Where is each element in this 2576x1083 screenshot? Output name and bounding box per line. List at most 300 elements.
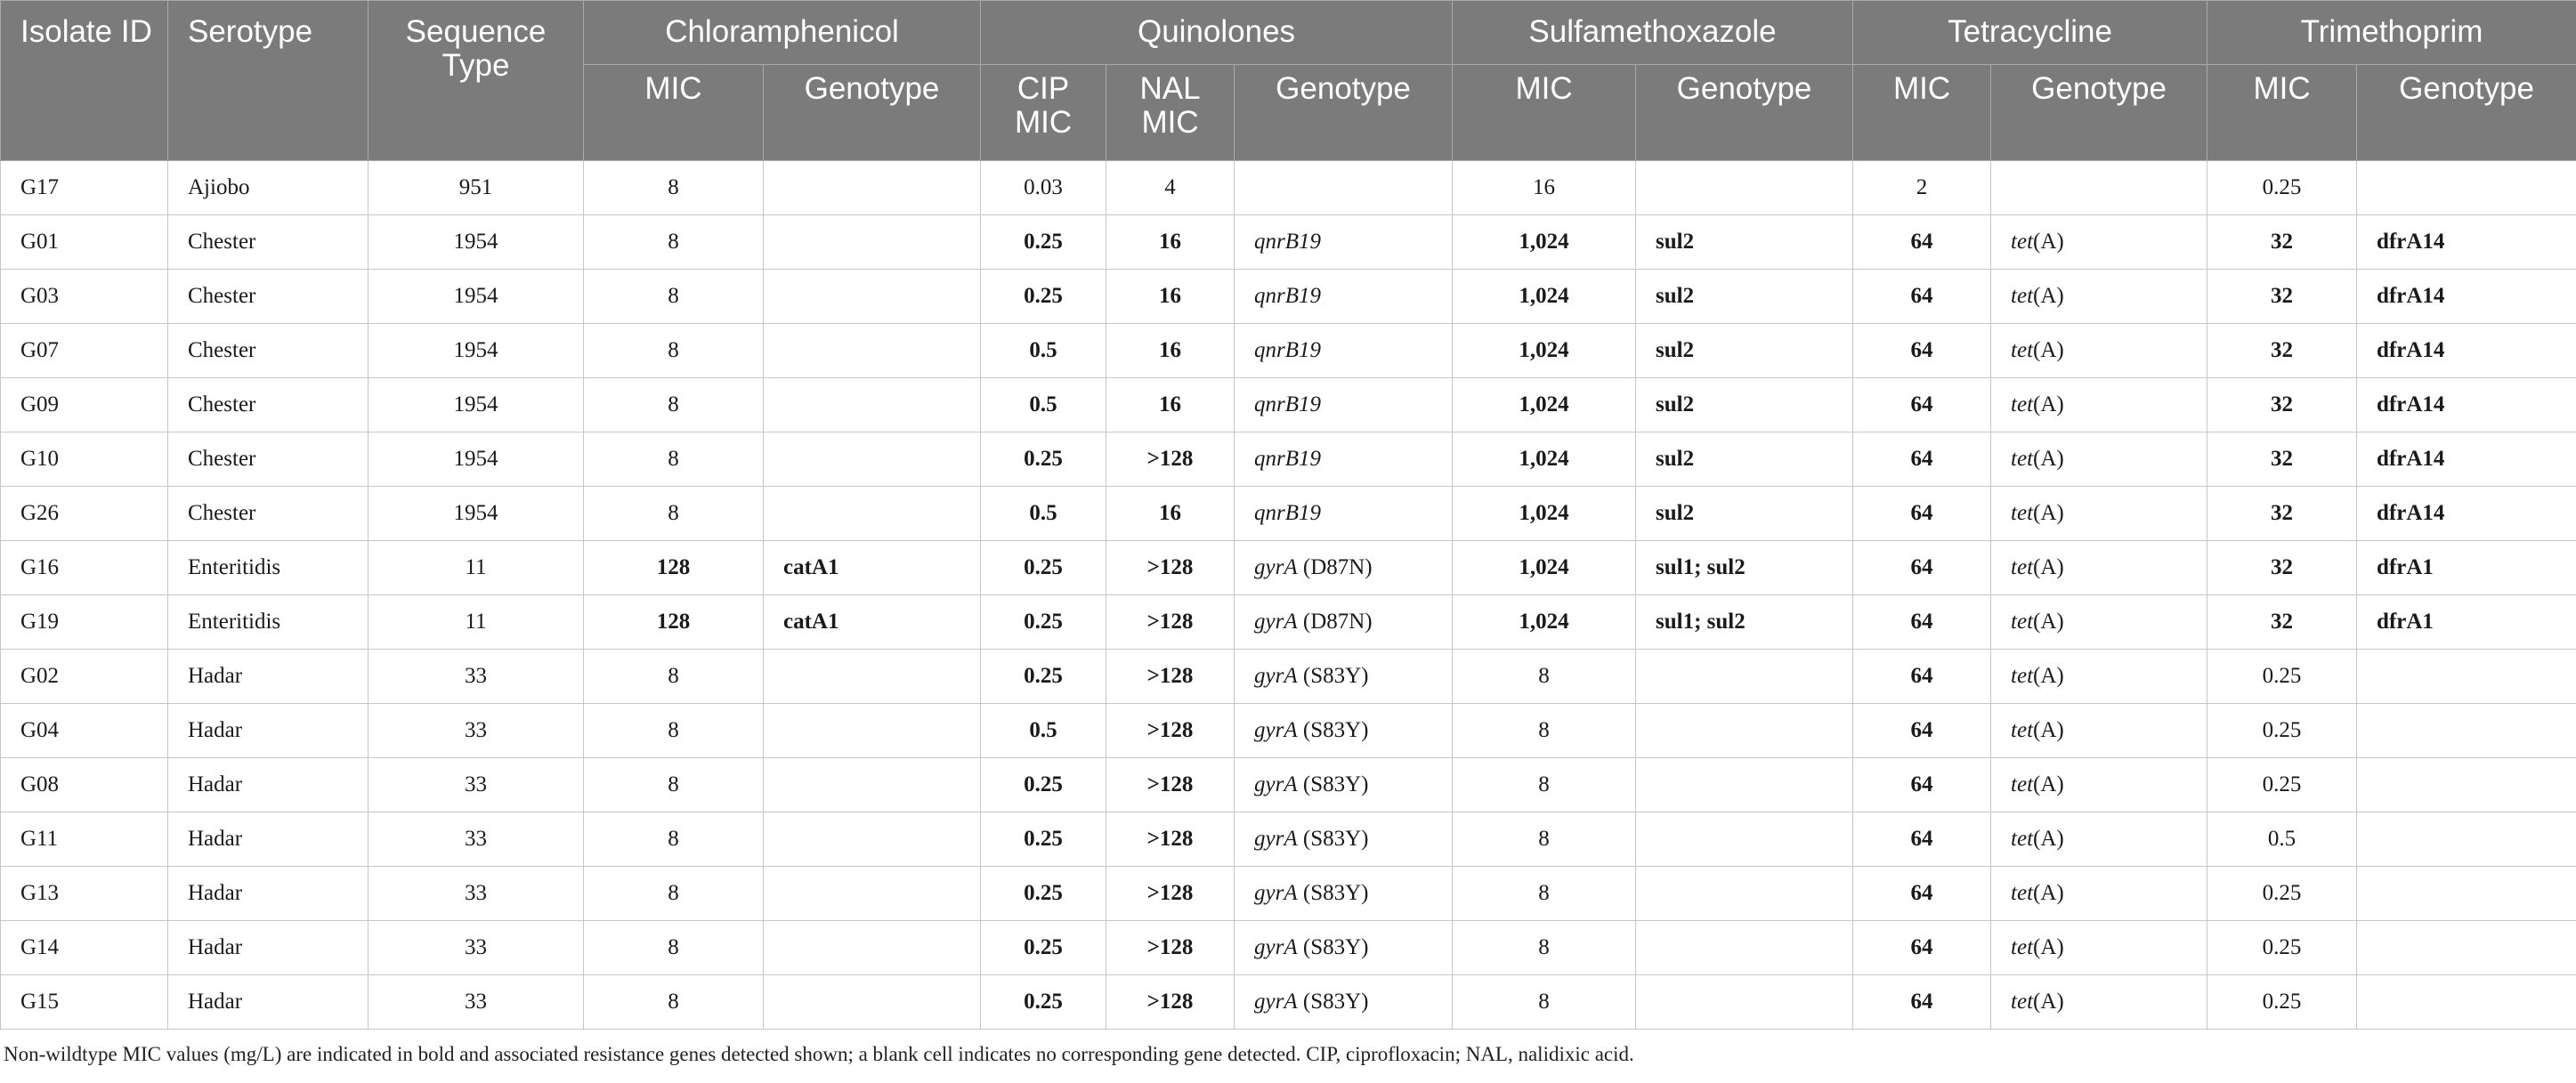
- cell-tet-genotype-gene: tet: [2011, 447, 2034, 471]
- cell-tmp-mic: 32: [2207, 595, 2357, 650]
- cell-tet-genotype-gene: tet: [2011, 610, 2034, 634]
- table-row: [1, 378, 2576, 432]
- cell-tet-genotype-detail: (A): [2033, 392, 2064, 416]
- cell-quinolone-genotype: [1235, 595, 1453, 650]
- cell-quinolone-genotype-gene: qnrB19: [1254, 501, 1322, 525]
- cell-serotype: Hadar: [168, 921, 369, 975]
- col-header-cip-mic: CIP MIC: [981, 65, 1106, 161]
- cell-tmp-mic: 0.5: [2207, 812, 2357, 867]
- cell-nal-mic: >128: [1106, 650, 1235, 704]
- cell-chl-mic: 8: [584, 270, 764, 324]
- cell-tmp-genotype: [2357, 812, 2576, 867]
- cell-tmp-mic: 0.25: [2207, 650, 2357, 704]
- cell-quinolone-genotype-detail: (S83Y): [1297, 881, 1369, 905]
- cell-chl-mic: 8: [584, 650, 764, 704]
- cell-tet-genotype-detail: (A): [2033, 555, 2064, 579]
- table-row: [1, 432, 2576, 487]
- cell-sul-genotype: sul2: [1636, 378, 1853, 432]
- cell-cip-mic: 0.25: [981, 215, 1106, 270]
- table-row: [1, 270, 2576, 324]
- col-header-tmp-genotype: Genotype: [2357, 65, 2576, 161]
- cell-tmp-genotype: dfrA14: [2357, 270, 2576, 324]
- table-row: [1, 541, 2576, 595]
- cell-tet-genotype: [1991, 324, 2207, 378]
- cell-tet-genotype-gene: tet: [2011, 827, 2034, 851]
- cell-tet-genotype-detail: (A): [2033, 501, 2064, 525]
- cell-tet-genotype-gene: tet: [2011, 990, 2034, 1014]
- cell-quinolone-genotype-detail: (S83Y): [1297, 718, 1369, 742]
- cell-tet-genotype-detail: (A): [2033, 338, 2064, 362]
- cell-cip-mic: 0.25: [981, 270, 1106, 324]
- cell-isolate-id: G13: [1, 867, 168, 921]
- cell-sequence-type: 951: [369, 161, 584, 215]
- cell-cip-mic: 0.5: [981, 378, 1106, 432]
- cell-sequence-type: 33: [369, 758, 584, 812]
- cell-chl-genotype: [764, 975, 981, 1030]
- cell-sul-mic: 8: [1453, 812, 1636, 867]
- cell-isolate-id: G10: [1, 432, 168, 487]
- cell-sul-genotype: sul2: [1636, 215, 1853, 270]
- cell-tmp-genotype: dfrA14: [2357, 378, 2576, 432]
- cell-sul-mic: 1,024: [1453, 595, 1636, 650]
- cell-chl-mic: 8: [584, 324, 764, 378]
- cell-quinolone-genotype-gene: gyrA: [1254, 555, 1298, 579]
- cell-nal-mic: >128: [1106, 704, 1235, 758]
- cell-nal-mic: 4: [1106, 161, 1235, 215]
- cell-sul-genotype: [1636, 161, 1853, 215]
- cell-cip-mic: 0.5: [981, 704, 1106, 758]
- cell-isolate-id: G26: [1, 487, 168, 541]
- cell-isolate-id: G09: [1, 378, 168, 432]
- table-row: [1, 812, 2576, 867]
- cell-quinolone-genotype: [1235, 921, 1453, 975]
- cell-chl-mic: 8: [584, 487, 764, 541]
- cell-sul-mic: 1,024: [1453, 487, 1636, 541]
- cell-sequence-type: 33: [369, 921, 584, 975]
- cell-nal-mic: >128: [1106, 867, 1235, 921]
- cell-quinolone-genotype: [1235, 487, 1453, 541]
- table-row: [1, 487, 2576, 541]
- cell-sul-mic: 8: [1453, 704, 1636, 758]
- cell-tmp-mic: 32: [2207, 324, 2357, 378]
- cell-quinolone-genotype: [1235, 432, 1453, 487]
- group-header-tetracycline: Tetracycline: [1853, 1, 2207, 65]
- cell-quinolone-genotype-gene: qnrB19: [1254, 230, 1322, 254]
- cell-tet-genotype-detail: (A): [2033, 990, 2064, 1014]
- cell-tet-genotype: [1991, 215, 2207, 270]
- cell-isolate-id: G15: [1, 975, 168, 1030]
- group-header-chloramphenicol: Chloramphenicol: [584, 1, 981, 65]
- cell-chl-genotype: [764, 215, 981, 270]
- cell-sul-genotype: sul2: [1636, 324, 1853, 378]
- cell-tmp-genotype: dfrA14: [2357, 432, 2576, 487]
- cell-sequence-type: 1954: [369, 215, 584, 270]
- cell-quinolone-genotype: [1235, 324, 1453, 378]
- cell-quinolone-genotype: [1235, 975, 1453, 1030]
- group-header-trimethoprim: Trimethoprim: [2207, 1, 2576, 65]
- cell-tet-genotype-gene: tet: [2011, 935, 2034, 959]
- cell-nal-mic: >128: [1106, 541, 1235, 595]
- cell-serotype: Hadar: [168, 650, 369, 704]
- cell-sul-genotype: [1636, 867, 1853, 921]
- cell-tet-genotype: [1991, 812, 2207, 867]
- cell-sequence-type: 33: [369, 650, 584, 704]
- col-header-tmp-mic: MIC: [2207, 65, 2357, 161]
- cell-serotype: Enteritidis: [168, 541, 369, 595]
- cell-tmp-mic: 32: [2207, 270, 2357, 324]
- table-row: [1, 921, 2576, 975]
- table-header: [1, 1, 2576, 161]
- cell-tet-mic: 64: [1853, 378, 1991, 432]
- cell-sul-mic: 1,024: [1453, 432, 1636, 487]
- cell-nal-mic: >128: [1106, 432, 1235, 487]
- cell-tet-genotype-detail: (A): [2033, 664, 2064, 688]
- cell-nal-mic: 16: [1106, 324, 1235, 378]
- cell-chl-genotype: [764, 650, 981, 704]
- table-row: [1, 595, 2576, 650]
- cell-quinolone-genotype-gene: qnrB19: [1254, 447, 1322, 471]
- col-header-sul-genotype: Genotype: [1636, 65, 1853, 161]
- cell-sul-genotype: sul2: [1636, 270, 1853, 324]
- cell-cip-mic: 0.25: [981, 595, 1106, 650]
- cell-sul-mic: 8: [1453, 921, 1636, 975]
- cell-tet-genotype-gene: tet: [2011, 501, 2034, 525]
- cell-tet-genotype-gene: tet: [2011, 664, 2034, 688]
- cell-quinolone-genotype-gene: gyrA: [1254, 827, 1298, 851]
- table-footnote: Non-wildtype MIC values (mg/L) are indicated in bold and associated resistance genes detected shown; a blank cell indicates no corresponding gene detected. CIP, ciprofloxacin; NAL, nalidixic acid.: [4, 1043, 1634, 1065]
- cell-quinolone-genotype: [1235, 215, 1453, 270]
- cell-tmp-genotype: [2357, 867, 2576, 921]
- cell-sequence-type: 1954: [369, 487, 584, 541]
- cell-sul-mic: 8: [1453, 867, 1636, 921]
- cell-tet-genotype-detail: (A): [2033, 610, 2064, 634]
- cell-quinolone-genotype-gene: qnrB19: [1254, 392, 1322, 416]
- cell-tmp-mic: 0.25: [2207, 867, 2357, 921]
- cell-chl-mic: 8: [584, 215, 764, 270]
- table-row: [1, 975, 2576, 1030]
- cell-serotype: Hadar: [168, 812, 369, 867]
- cell-tet-genotype-gene: tet: [2011, 718, 2034, 742]
- cell-chl-mic: 8: [584, 758, 764, 812]
- cell-tet-genotype: [1991, 487, 2207, 541]
- cell-sul-mic: 1,024: [1453, 215, 1636, 270]
- cell-chl-mic: 8: [584, 704, 764, 758]
- cell-tet-genotype: [1991, 541, 2207, 595]
- cell-tet-mic: 64: [1853, 432, 1991, 487]
- cell-tet-mic: 64: [1853, 650, 1991, 704]
- cell-tet-genotype-detail: (A): [2033, 718, 2064, 742]
- cell-sul-genotype: sul2: [1636, 432, 1853, 487]
- cell-sul-genotype: sul1; sul2: [1636, 595, 1853, 650]
- cell-quinolone-genotype: [1235, 758, 1453, 812]
- cell-quinolone-genotype: [1235, 161, 1453, 215]
- cell-tet-genotype: [1991, 650, 2207, 704]
- cell-quinolone-genotype-gene: gyrA: [1254, 718, 1298, 742]
- cell-tmp-genotype: [2357, 975, 2576, 1030]
- cell-tmp-genotype: dfrA14: [2357, 324, 2576, 378]
- cell-tet-genotype-gene: tet: [2011, 284, 2034, 308]
- cell-tet-genotype: [1991, 758, 2207, 812]
- cell-chl-genotype: [764, 487, 981, 541]
- table-row: [1, 650, 2576, 704]
- cell-tet-genotype: [1991, 867, 2207, 921]
- cell-sul-genotype: [1636, 650, 1853, 704]
- cell-nal-mic: >128: [1106, 812, 1235, 867]
- cell-sequence-type: 1954: [369, 324, 584, 378]
- table-body: [1, 161, 2576, 1030]
- cell-sul-mic: 1,024: [1453, 324, 1636, 378]
- cell-quinolone-genotype: [1235, 704, 1453, 758]
- cell-quinolone-genotype: [1235, 270, 1453, 324]
- cell-tet-genotype: [1991, 432, 2207, 487]
- cell-sequence-type: 1954: [369, 270, 584, 324]
- cell-tet-genotype-gene: tet: [2011, 230, 2034, 254]
- cell-sequence-type: 33: [369, 704, 584, 758]
- cell-sequence-type: 33: [369, 867, 584, 921]
- cell-cip-mic: 0.5: [981, 487, 1106, 541]
- cell-isolate-id: G17: [1, 161, 168, 215]
- col-header-sul-mic: MIC: [1453, 65, 1636, 161]
- cell-tmp-mic: 32: [2207, 378, 2357, 432]
- cell-tmp-mic: 32: [2207, 215, 2357, 270]
- cell-sul-mic: 16: [1453, 161, 1636, 215]
- cell-tet-mic: 64: [1853, 270, 1991, 324]
- cell-quinolone-genotype: [1235, 650, 1453, 704]
- cell-sequence-type: 1954: [369, 378, 584, 432]
- cell-tmp-genotype: [2357, 161, 2576, 215]
- cell-tet-mic: 64: [1853, 921, 1991, 975]
- cell-chl-mic: 8: [584, 867, 764, 921]
- cell-nal-mic: 16: [1106, 378, 1235, 432]
- cell-isolate-id: G07: [1, 324, 168, 378]
- col-header-quinolone-genotype: Genotype: [1235, 65, 1453, 161]
- cell-nal-mic: >128: [1106, 758, 1235, 812]
- cell-tet-mic: 64: [1853, 541, 1991, 595]
- cell-sequence-type: 33: [369, 812, 584, 867]
- cell-tet-genotype: [1991, 921, 2207, 975]
- cell-chl-genotype: [764, 921, 981, 975]
- cell-chl-genotype: [764, 812, 981, 867]
- cell-quinolone-genotype-gene: gyrA: [1254, 935, 1298, 959]
- cell-tmp-genotype: dfrA1: [2357, 541, 2576, 595]
- cell-chl-mic: 8: [584, 432, 764, 487]
- cell-tmp-mic: 0.25: [2207, 921, 2357, 975]
- cell-sul-genotype: [1636, 812, 1853, 867]
- cell-serotype: Chester: [168, 487, 369, 541]
- col-header-sequence-type: Sequence Type: [369, 1, 584, 161]
- cell-chl-genotype: [764, 704, 981, 758]
- cell-tmp-mic: 0.25: [2207, 975, 2357, 1030]
- cell-tet-genotype-detail: (A): [2033, 230, 2064, 254]
- cell-nal-mic: 16: [1106, 270, 1235, 324]
- cell-tet-mic: 64: [1853, 812, 1991, 867]
- col-header-chl-mic: MIC: [584, 65, 764, 161]
- cell-tet-genotype: [1991, 704, 2207, 758]
- group-header-sulfamethoxazole: Sulfamethoxazole: [1453, 1, 1853, 65]
- cell-sul-mic: 8: [1453, 650, 1636, 704]
- cell-tet-mic: 64: [1853, 487, 1991, 541]
- cell-quinolone-genotype-gene: qnrB19: [1254, 284, 1322, 308]
- cell-serotype: Hadar: [168, 867, 369, 921]
- cell-chl-genotype: [764, 867, 981, 921]
- cell-isolate-id: G19: [1, 595, 168, 650]
- cell-cip-mic: 0.25: [981, 758, 1106, 812]
- cell-chl-mic: 8: [584, 975, 764, 1030]
- cell-cip-mic: 0.25: [981, 812, 1106, 867]
- cell-sul-genotype: [1636, 975, 1853, 1030]
- cell-chl-genotype: [764, 161, 981, 215]
- table-row: [1, 758, 2576, 812]
- cell-quinolone-genotype-detail: (S83Y): [1297, 772, 1369, 796]
- cell-chl-genotype: [764, 378, 981, 432]
- cell-tet-mic: 64: [1853, 975, 1991, 1030]
- cell-isolate-id: G02: [1, 650, 168, 704]
- cell-tet-genotype-gene: tet: [2011, 338, 2034, 362]
- col-header-isolate-id: Isolate ID: [1, 1, 168, 161]
- cell-tmp-genotype: [2357, 758, 2576, 812]
- cell-tet-genotype-detail: (A): [2033, 935, 2064, 959]
- cell-quinolone-genotype-gene: qnrB19: [1254, 338, 1322, 362]
- cell-tet-genotype: [1991, 378, 2207, 432]
- cell-quinolone-genotype: [1235, 378, 1453, 432]
- col-header-nal-mic: NAL MIC: [1106, 65, 1235, 161]
- cell-sul-mic: 8: [1453, 975, 1636, 1030]
- cell-isolate-id: G14: [1, 921, 168, 975]
- cell-chl-genotype: catA1: [764, 595, 981, 650]
- cell-cip-mic: 0.25: [981, 921, 1106, 975]
- cell-cip-mic: 0.5: [981, 324, 1106, 378]
- cell-tmp-genotype: dfrA1: [2357, 595, 2576, 650]
- cell-quinolone-genotype-detail: (D87N): [1297, 555, 1373, 579]
- table-row: [1, 324, 2576, 378]
- cell-tmp-mic: 32: [2207, 432, 2357, 487]
- cell-nal-mic: >128: [1106, 595, 1235, 650]
- cell-quinolone-genotype-gene: gyrA: [1254, 610, 1298, 634]
- cell-nal-mic: >128: [1106, 975, 1235, 1030]
- cell-serotype: Chester: [168, 270, 369, 324]
- cell-tet-mic: 64: [1853, 758, 1991, 812]
- cell-chl-genotype: [764, 432, 981, 487]
- cell-serotype: Chester: [168, 432, 369, 487]
- cell-sequence-type: 11: [369, 541, 584, 595]
- cell-tet-genotype-detail: (A): [2033, 284, 2064, 308]
- cell-isolate-id: G08: [1, 758, 168, 812]
- cell-serotype: Chester: [168, 215, 369, 270]
- table-row: [1, 215, 2576, 270]
- cell-tmp-mic: 32: [2207, 541, 2357, 595]
- cell-tet-mic: 2: [1853, 161, 1991, 215]
- cell-quinolone-genotype-detail: (S83Y): [1297, 827, 1369, 851]
- table-row: [1, 704, 2576, 758]
- cell-tet-genotype-detail: (A): [2033, 772, 2064, 796]
- table-row: [1, 161, 2576, 215]
- cell-tmp-mic: 32: [2207, 487, 2357, 541]
- cell-quinolone-genotype-gene: gyrA: [1254, 772, 1298, 796]
- cell-cip-mic: 0.25: [981, 975, 1106, 1030]
- cell-cip-mic: 0.03: [981, 161, 1106, 215]
- cell-sul-genotype: [1636, 921, 1853, 975]
- cell-tmp-genotype: [2357, 921, 2576, 975]
- cell-sequence-type: 11: [369, 595, 584, 650]
- cell-tet-genotype-gene: tet: [2011, 772, 2034, 796]
- cell-cip-mic: 0.25: [981, 650, 1106, 704]
- cell-tmp-mic: 0.25: [2207, 161, 2357, 215]
- cell-tet-mic: 64: [1853, 704, 1991, 758]
- cell-tet-genotype-detail: (A): [2033, 447, 2064, 471]
- cell-chl-mic: 8: [584, 161, 764, 215]
- cell-tet-genotype: [1991, 595, 2207, 650]
- cell-sequence-type: 33: [369, 975, 584, 1030]
- col-header-tet-mic: MIC: [1853, 65, 1991, 161]
- cell-sul-mic: 8: [1453, 758, 1636, 812]
- cell-quinolone-genotype: [1235, 541, 1453, 595]
- cell-sul-genotype: sul1; sul2: [1636, 541, 1853, 595]
- cell-tmp-mic: 0.25: [2207, 758, 2357, 812]
- cell-tmp-genotype: [2357, 704, 2576, 758]
- cell-isolate-id: G16: [1, 541, 168, 595]
- cell-chl-genotype: [764, 324, 981, 378]
- cell-tet-genotype-gene: tet: [2011, 555, 2034, 579]
- cell-quinolone-genotype-detail: (S83Y): [1297, 935, 1369, 959]
- cell-tmp-genotype: dfrA14: [2357, 487, 2576, 541]
- col-header-serotype: Serotype: [168, 1, 369, 161]
- cell-sul-mic: 1,024: [1453, 378, 1636, 432]
- cell-quinolone-genotype: [1235, 867, 1453, 921]
- col-header-chl-genotype: Genotype: [764, 65, 981, 161]
- cell-tet-genotype-gene: tet: [2011, 392, 2034, 416]
- cell-nal-mic: >128: [1106, 921, 1235, 975]
- cell-sul-mic: 1,024: [1453, 541, 1636, 595]
- cell-tet-mic: 64: [1853, 867, 1991, 921]
- cell-isolate-id: G04: [1, 704, 168, 758]
- cell-nal-mic: 16: [1106, 487, 1235, 541]
- cell-chl-mic: 8: [584, 921, 764, 975]
- cell-chl-genotype: [764, 270, 981, 324]
- cell-serotype: Hadar: [168, 975, 369, 1030]
- cell-chl-mic: 128: [584, 541, 764, 595]
- cell-quinolone-genotype-gene: gyrA: [1254, 664, 1298, 688]
- cell-tet-genotype-detail: (A): [2033, 881, 2064, 905]
- cell-tet-mic: 64: [1853, 324, 1991, 378]
- cell-sequence-type: 1954: [369, 432, 584, 487]
- cell-chl-mic: 8: [584, 378, 764, 432]
- cell-quinolone-genotype: [1235, 812, 1453, 867]
- cell-tet-genotype-gene: tet: [2011, 881, 2034, 905]
- cell-sul-genotype: [1636, 758, 1853, 812]
- cell-tet-genotype: [1991, 270, 2207, 324]
- cell-sul-genotype: sul2: [1636, 487, 1853, 541]
- cell-isolate-id: G03: [1, 270, 168, 324]
- group-header-quinolones: Quinolones: [981, 1, 1453, 65]
- cell-serotype: Hadar: [168, 758, 369, 812]
- cell-quinolone-genotype-detail: (D87N): [1297, 610, 1373, 634]
- cell-serotype: Chester: [168, 324, 369, 378]
- cell-isolate-id: G11: [1, 812, 168, 867]
- cell-cip-mic: 0.25: [981, 541, 1106, 595]
- cell-tet-genotype: [1991, 975, 2207, 1030]
- cell-tmp-genotype: [2357, 650, 2576, 704]
- cell-tet-genotype: [1991, 161, 2207, 215]
- cell-nal-mic: 16: [1106, 215, 1235, 270]
- cell-quinolone-genotype-gene: gyrA: [1254, 990, 1298, 1014]
- cell-quinolone-genotype-detail: (S83Y): [1297, 990, 1369, 1014]
- cell-quinolone-genotype-detail: (S83Y): [1297, 664, 1369, 688]
- cell-sul-mic: 1,024: [1453, 270, 1636, 324]
- cell-tet-mic: 64: [1853, 215, 1991, 270]
- cell-tmp-mic: 0.25: [2207, 704, 2357, 758]
- cell-tet-mic: 64: [1853, 595, 1991, 650]
- cell-sul-genotype: [1636, 704, 1853, 758]
